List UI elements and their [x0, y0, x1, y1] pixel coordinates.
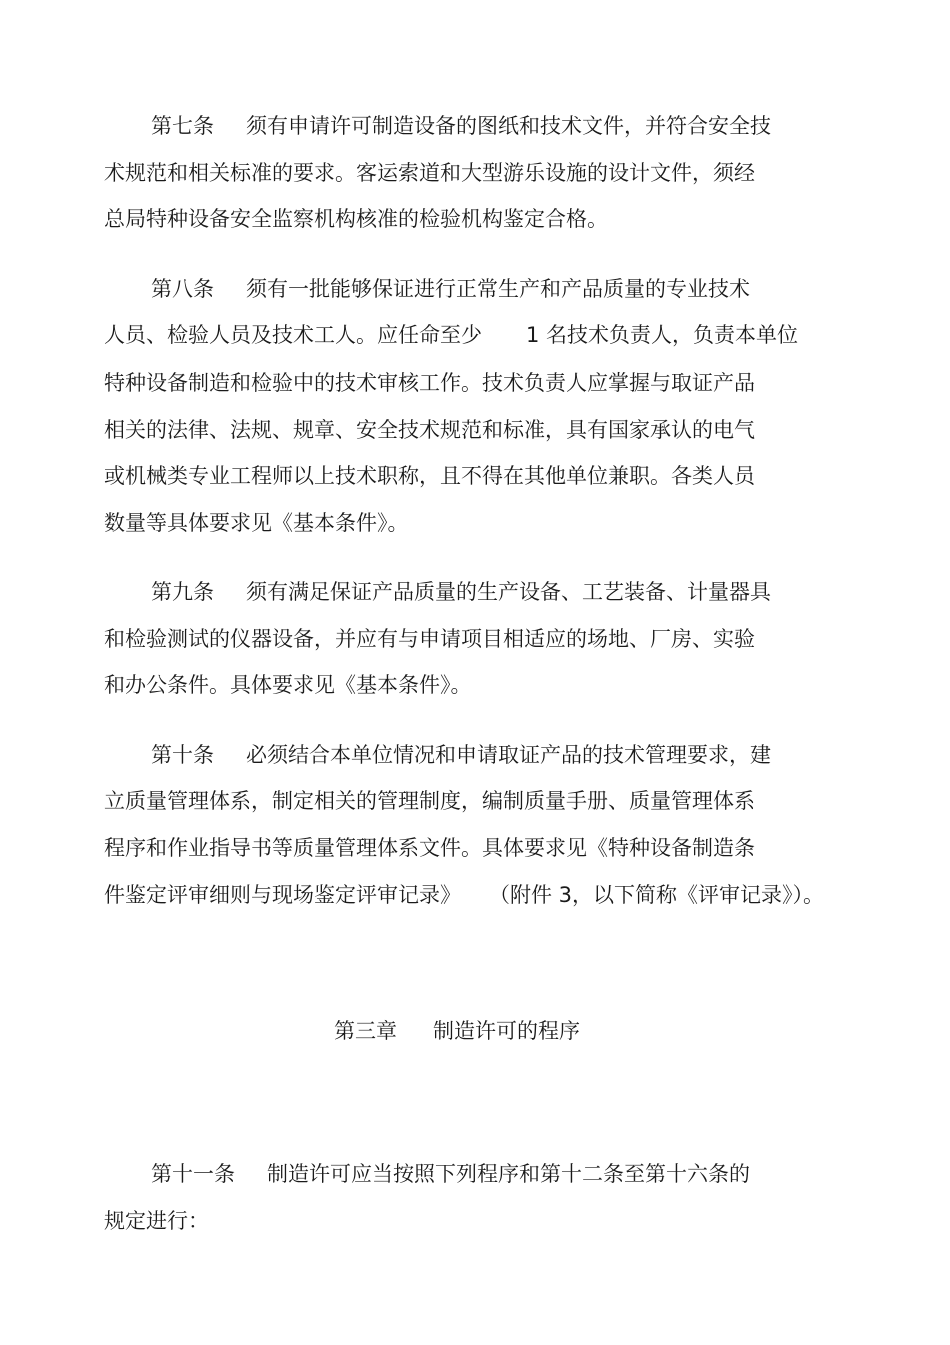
article-11-line-2: 规定进行： [104, 1209, 209, 1233]
article-8-text-2a: 人员、检验人员及技术工人。应任命至少 [104, 323, 482, 347]
article-10-line-1 [151, 740, 771, 770]
chapter-heading [334, 1016, 580, 1046]
article-7-line-2: 术规范和相关标准的要求。客运索道和大型游乐设施的设计文件，须经 [104, 161, 755, 185]
article-10-line-3: 程序和作业指导书等质量管理体系文件。具体要求见《特种设备制造条 [104, 836, 755, 860]
article-11-text-1: 制造许可应当按照下列程序和第十二条至第十六条的 [267, 1162, 750, 1186]
article-7-line-3: 总局特种设备安全监察机构核准的检验机构鉴定合格。 [104, 207, 608, 231]
article-9-line-1 [151, 577, 771, 607]
chapter-number: 第三章 [334, 1019, 397, 1043]
article-10-number: 第十条 [151, 743, 214, 767]
chapter-title: 制造许可的程序 [433, 1019, 580, 1043]
article-10-text-4b: （附件 3，以下简称《评审记录》）。 [489, 883, 825, 907]
article-7-line-1 [151, 111, 771, 141]
article-8-line-2 [104, 320, 798, 350]
article-10-text-1: 必须结合本单位情况和申请取证产品的技术管理要求，建 [246, 743, 771, 767]
article-9-line-3: 和办公条件。具体要求见《基本条件》。 [104, 673, 472, 697]
article-10-text-4a: 件鉴定评审细则与现场鉴定评审记录》 [104, 883, 461, 907]
article-8-text-1: 须有一批能够保证进行正常生产和产品质量的专业技术 [246, 277, 750, 301]
article-7-number: 第七条 [151, 114, 214, 138]
article-8-line-3: 特种设备制造和检验中的技术审核工作。技术负责人应掌握与取证产品 [104, 371, 755, 395]
article-7-text-1: 须有申请许可制造设备的图纸和技术文件，并符合安全技 [246, 114, 771, 138]
article-11-number: 第十一条 [151, 1162, 235, 1186]
article-8-line-6: 数量等具体要求见《基本条件》。 [104, 511, 409, 535]
article-8-line-1 [151, 274, 750, 304]
article-8-line-5: 或机械类专业工程师以上技术职称，且不得在其他单位兼职。各类人员 [104, 464, 755, 488]
article-9-text-1: 须有满足保证产品质量的生产设备、工艺装备、计量器具 [246, 580, 771, 604]
article-8-text-2b: 1 名技术负责人，负责本单位 [526, 323, 799, 347]
article-10-line-4 [104, 880, 824, 910]
article-9-line-2: 和检验测试的仪器设备，并应有与申请项目相适应的场地、厂房、实验 [104, 627, 755, 651]
article-10-line-2: 立质量管理体系，制定相关的管理制度，编制质量手册、质量管理体系 [104, 789, 755, 813]
article-8-number: 第八条 [151, 277, 214, 301]
article-11-line-1 [151, 1159, 750, 1189]
article-9-number: 第九条 [151, 580, 214, 604]
article-8-line-4: 相关的法律、法规、规章、安全技术规范和标准，具有国家承认的电气 [104, 418, 755, 442]
